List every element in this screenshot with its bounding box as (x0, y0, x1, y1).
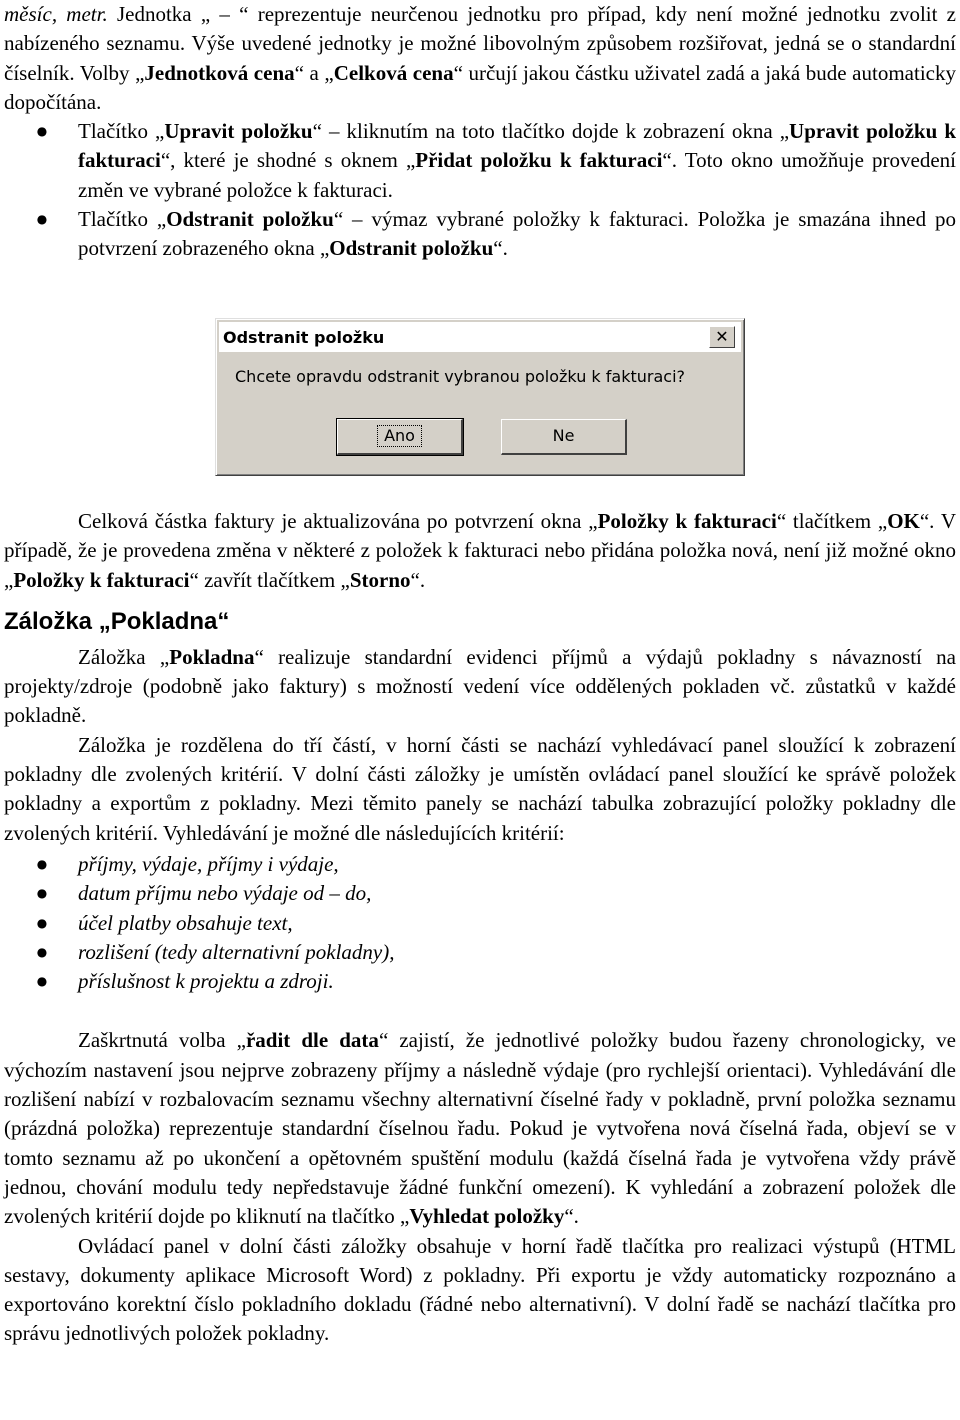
bullet-icon: ● (36, 212, 48, 227)
list-item: ● datum příjmu nebo výdaje od – do, (78, 879, 956, 908)
bullet-icon: ● (36, 124, 48, 139)
bullet-icon: ● (36, 974, 48, 989)
list-item: ● Tlačítko „Odstranit položku“ – výmaz vybrané položky k fakturaci. Položka je smazána ihned po potvrzení zobrazeného okna „Odstranit položku“. (78, 205, 956, 264)
paragraph-total: Celková částka faktury je aktualizována po potvrzení okna „Položky k fakturaci“ tlačítkem „OK“. V případě, že je provedena změna v některé z položek k fakturaci nebo přidána položka nová, není již možné okno „Položky k fakturaci“ zavřít tlačítkem „Storno“. (4, 509, 957, 592)
bullet-icon: ● (36, 915, 48, 930)
yes-button[interactable]: Ano (337, 419, 463, 455)
list-item: ● Tlačítko „Upravit položku“ – kliknutím na toto tlačítko dojde k zobrazení okna „Upravit položku k fakturaci“, které je shodné s oknem „Přidat položku k fakturaci“. Toto okno umožňuje provedení změn ve vybrané položce k fakturaci. (78, 117, 956, 205)
bullet-icon: ● (36, 856, 48, 871)
section-heading: Záložka „Pokladna“ (4, 607, 230, 635)
no-button[interactable]: Ne (501, 419, 627, 455)
dialog-title-bar (219, 322, 741, 352)
button-description-list (4, 117, 956, 263)
bullet-icon: ● (36, 886, 48, 901)
paragraph-units: měsíc, metr. Jednotka „ – “ reprezentuje neurčenou jednotku pro případ, kdy není možné jednotku zvolit z nabízeného seznamu. Výše uvedené jednotky je možné libovolným způsobem rozšiřovat, jedná se o standardní číselník. Volby „Jednotková cena“ a „Celková cena“ určují jakou částku uživatel zadá a jaká bude automaticky dopočítána. (4, 2, 957, 114)
paragraph-cashbox-intro: Záložka „Pokladna“ realizuje standardní evidenci příjmů a výdajů pokladny s návazností na projekty/zdroje (podobně jako faktury) s možností vedení více oddělených pokladen vč. zůstatků v každé pokladně. (4, 644, 956, 728)
close-icon[interactable]: ✕ (709, 326, 735, 348)
list-item: ● účel platby obsahuje text, (78, 909, 956, 938)
document-bottom (4, 507, 956, 1349)
list-item: ● rozlišení (tedy alternativní pokladny), (78, 938, 956, 967)
document-top (4, 0, 956, 264)
paragraph-cashbox-layout: Záložka je rozdělena do tří částí, v horní části se nachází vyhledávací panel sloužící k zobrazení pokladny dle zvolených kritérií. V dolní části záložky je umístěn ovládací panel sloužící ke správě položek pokladny a exportům z pokladny. Mezi těmito panely se nachází tabulka zobrazující položky pokladny dle zvolených kritérií. Vyhledávání je možné dle následujících kritérií: (4, 732, 956, 845)
dialog-message: Chcete opravdu odstranit vybranou položku k fakturaci? (235, 367, 686, 386)
paragraph-sorting: Zaškrtnutá volba „řadit dle data“ zajistí, že jednotlivé položky budou řazeny chronologicky, ve výchozím nastavení jsou nejprve zobrazeny příjmy a následně výdaje (pro rychlejší orientaci). Vyhledávání dle rozlišení nabízí v rozbalovacím seznamu všechny alternativní číselné řady v pokladně, první položka seznamu (prázdná položka) reprezentuje standardní číselnou řadu. Pokud je vytvořena nová číselná řada, objeví se v tomto seznamu až po ukončení a opětovném spuštění modulu (každá číselná řada je vytvořena vždy právě jednou, chování modulu tedy nepředstavuje žádné funkční omezení). K vyhledání a zobrazení položek dle zvolených kritérií dojde po kliknutí na tlačítko „Vyhledat položky“. (4, 1028, 957, 1229)
list-item: ● příslušnost k projektu a zdroji. (78, 967, 956, 996)
list-item: ● příjmy, výdaje, příjmy i výdaje, (78, 850, 956, 879)
criteria-list (4, 850, 956, 996)
dialog-title: Odstranit položku (223, 328, 385, 347)
bullet-icon: ● (36, 944, 48, 959)
delete-item-dialog (215, 318, 745, 476)
paragraph-control-panel: Ovládací panel v dolní části záložky obsahuje v horní řadě tlačítka pro realizaci výstupů (HTML sestavy, dokumenty aplikace Microsoft Word) z pokladny. Při exportu je vždy automaticky rozpoznáno a exportováno korektní číslo pokladního dokladu (řádné nebo alternativní). V dolní řadě se nachází tlačítka pro správu jednotlivých položek pokladny. (4, 1233, 956, 1346)
